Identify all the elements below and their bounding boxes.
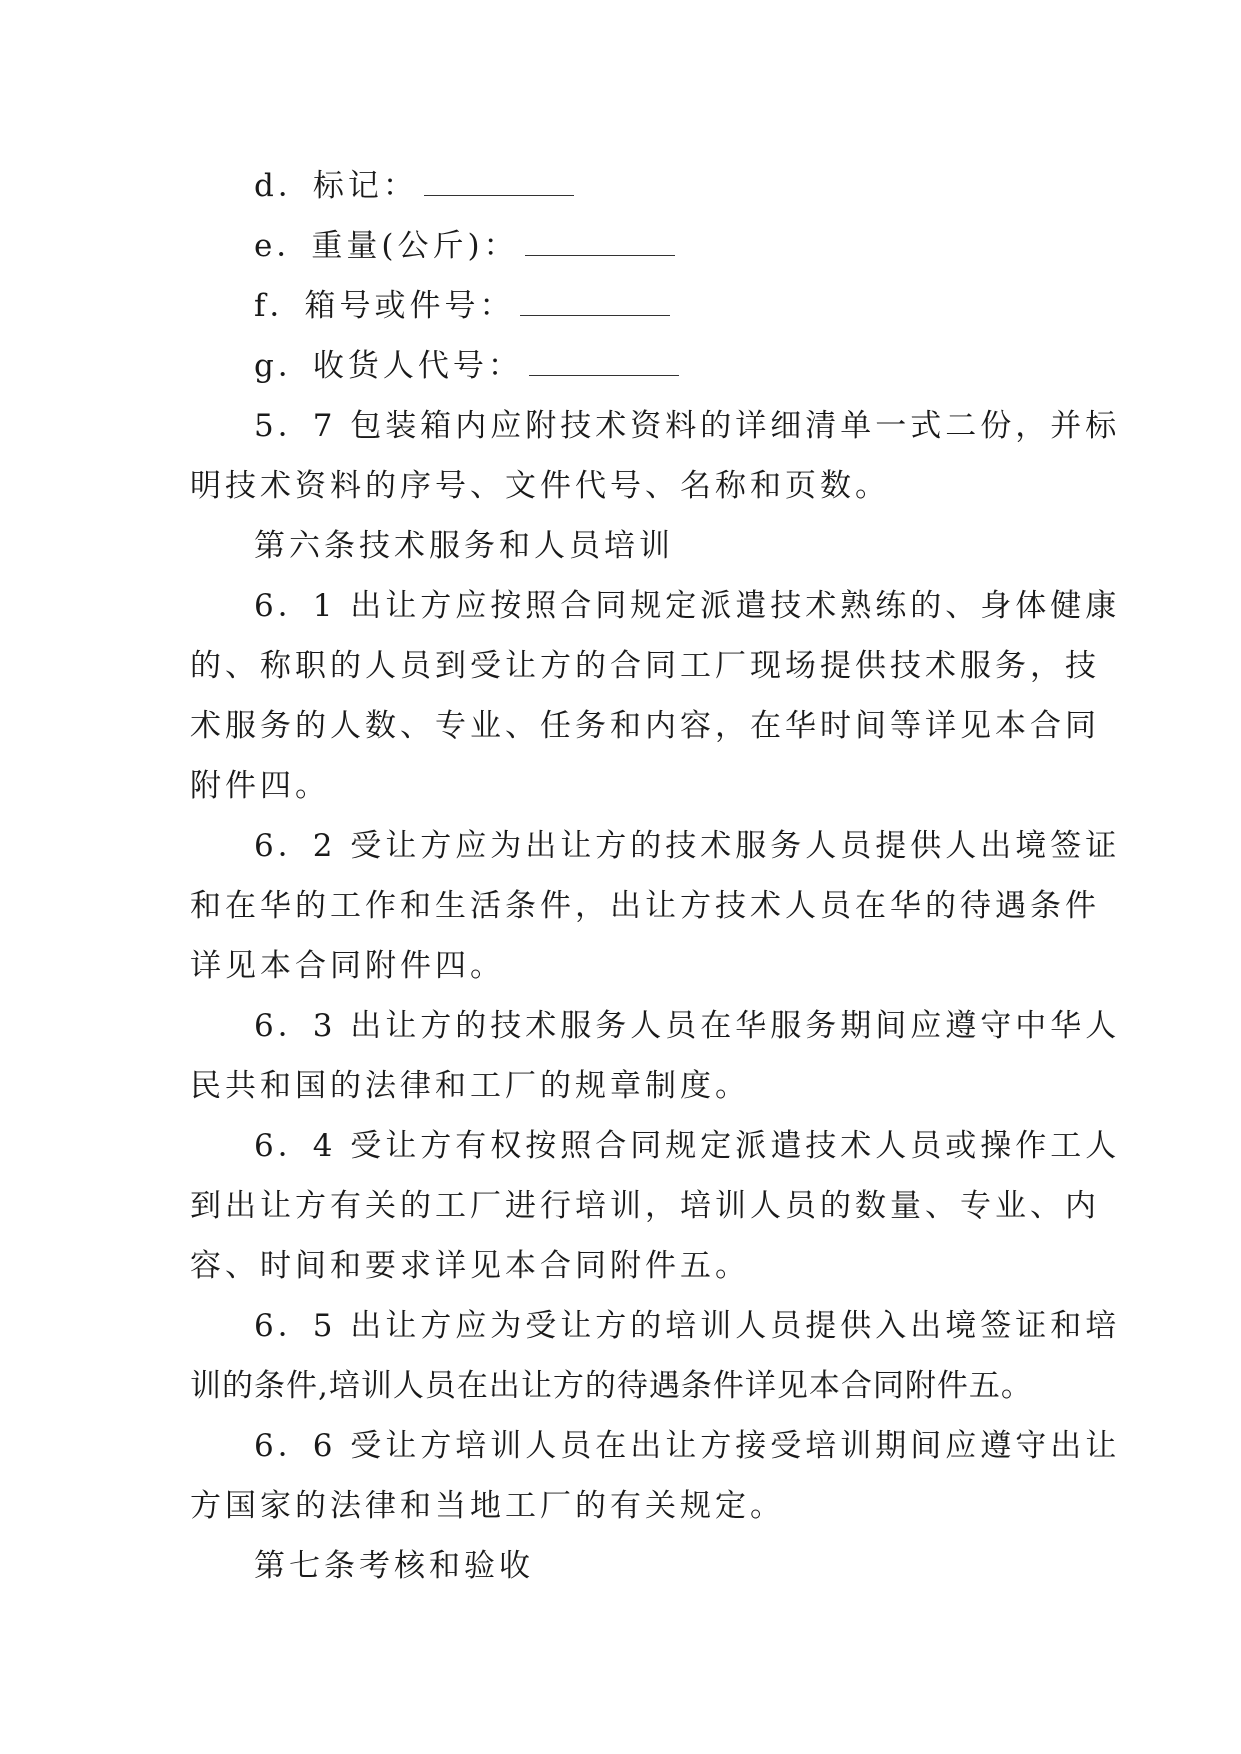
paragraph-6-3-line-1: 6．3 出让方的技术服务人员在华服务期间应遵守中华人 [254,1008,1121,1044]
paragraph-6-2-line-1: 6．2 受让方应为出让方的技术服务人员提供人出境签证 [254,828,1121,864]
blank-field [525,237,675,256]
list-item-consignee-code [190,336,1050,396]
paragraph-6-4-line-3: 容、时间和要求详见本合同附件五。 [190,1248,750,1284]
paragraph-5-7-line-1: 5．7 包装箱内应附技术资料的详细清单一式二份，并标 [254,408,1121,444]
paragraph-6-1-line-4: 附件四。 [190,768,330,804]
paragraph-6-5-line-1: 6．5 出让方应为受让方的培训人员提供入出境签证和培 [254,1308,1121,1344]
list-item-weight [190,216,1050,276]
paragraph-6-6-line-1: 6．6 受让方培训人员在出让方接受培训期间应遵守出让 [254,1428,1121,1464]
paragraph-6-1-line-3: 术服务的人数、专业、任务和内容，在华时间等详见本合同 [190,708,1100,744]
list-item-label: f．箱号或件号： [254,288,515,324]
paragraph-6-2-line-3: 详见本合同附件四。 [190,948,505,984]
paragraph-6-3-line-2: 民共和国的法律和工厂的规章制度。 [190,1068,750,1104]
section-heading-7: 第七条考核和验收 [254,1548,534,1584]
paragraph-6-4-line-2: 到出让方有关的工厂进行培训，培训人员的数量、专业、内 [190,1188,1100,1224]
paragraph-6-4-line-1: 6．4 受让方有权按照合同规定派遣技术人员或操作工人 [254,1128,1121,1164]
blank-field [529,357,679,376]
list-item-label: g．收货人代号： [254,348,523,384]
blank-field [424,177,574,196]
paragraph-6-1-line-2: 的、称职的人员到受让方的合同工厂现场提供技术服务，技 [190,648,1100,684]
paragraph-5-7-line-2: 明技术资料的序号、文件代号、名称和页数。 [190,468,890,504]
paragraph-6-2-line-2: 和在华的工作和生活条件，出让方技术人员在华的待遇条件 [190,888,1100,924]
list-item-mark [190,156,1050,216]
document-body [190,156,1121,1596]
list-item-box-number [190,276,1050,336]
paragraph-6-6-line-2: 方国家的法律和当地工厂的有关规定。 [190,1488,785,1524]
paragraph-6-1-line-1: 6．1 出让方应按照合同规定派遣技术熟练的、身体健康 [254,588,1121,624]
section-heading-6: 第六条技术服务和人员培训 [254,528,674,564]
list-item-label: d．标记： [254,168,418,204]
blank-field [520,297,670,316]
paragraph-6-5-line-2: 训的条件,培训人员在出让方的待遇条件详见本合同附件五。 [190,1368,1033,1404]
list-item-label: e．重量(公斤)： [254,228,519,264]
